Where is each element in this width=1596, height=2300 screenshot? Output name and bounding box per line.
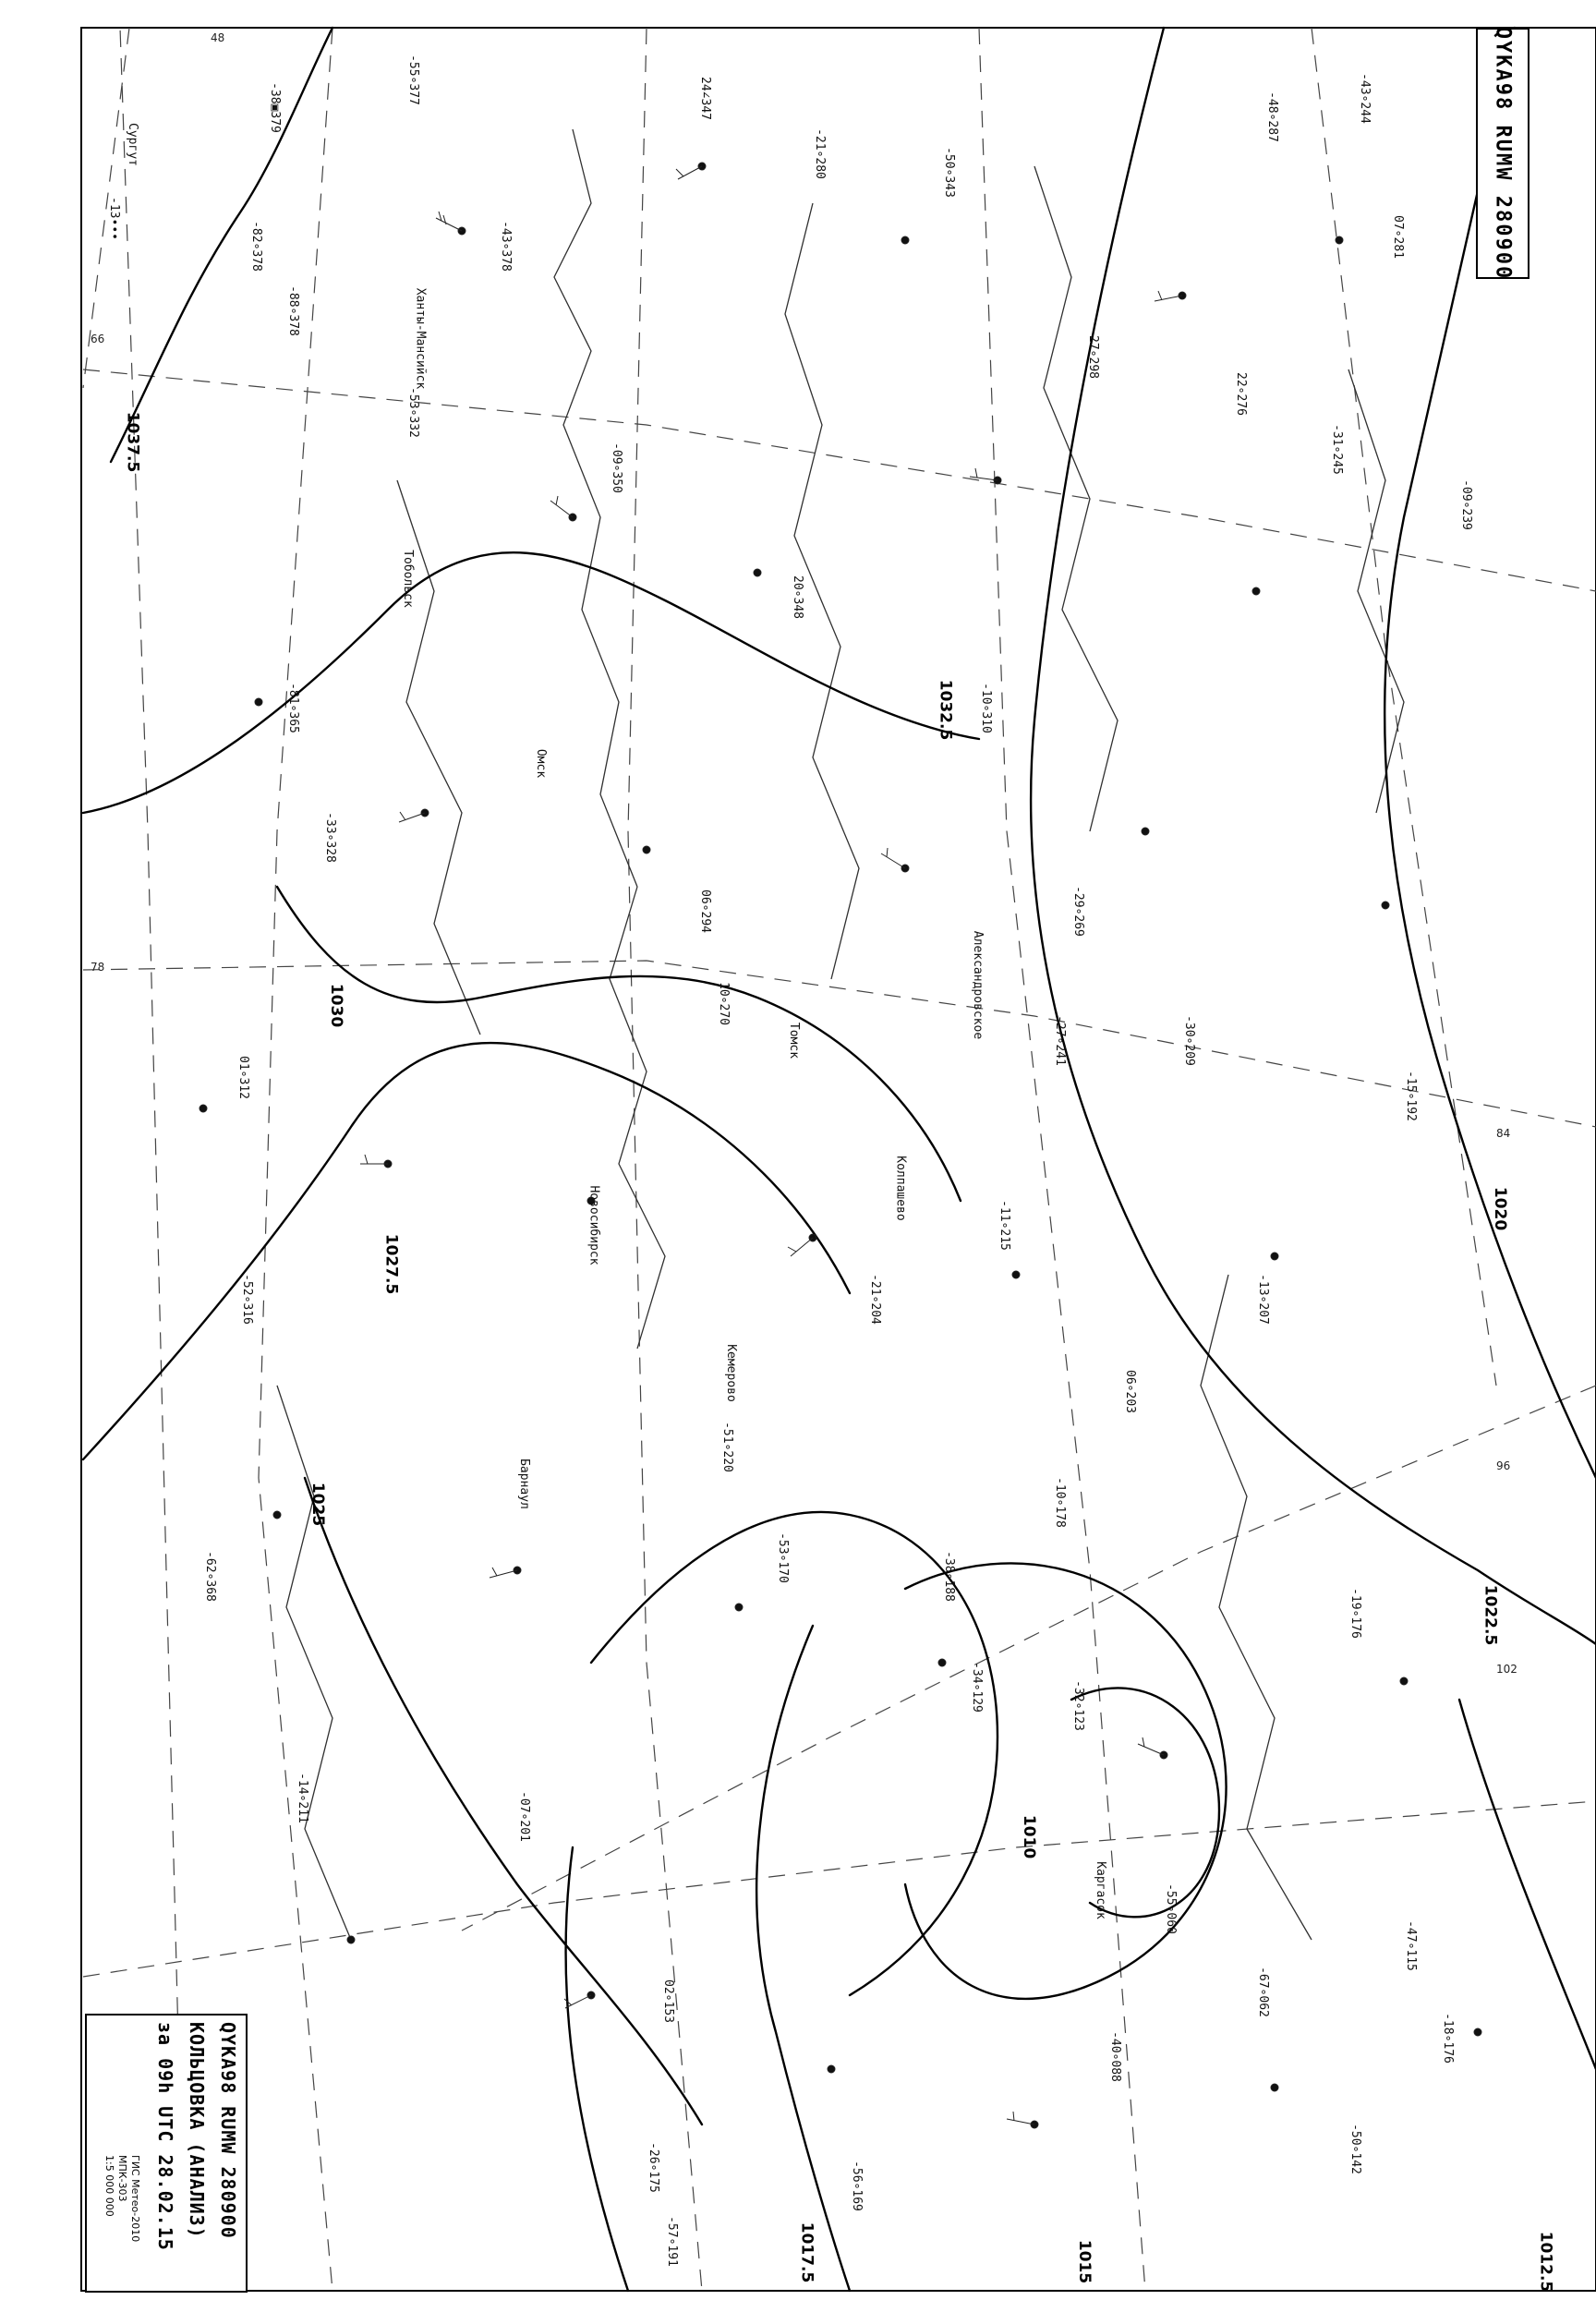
- station-name: Барнаул: [516, 1459, 531, 1509]
- legend-valid-time: за 09h UTC 28.02.15: [154, 2022, 176, 2251]
- station-name: Ханты-Мансийск: [413, 287, 428, 390]
- station-plot: -88∘378: [285, 285, 300, 336]
- coordinate-grid: [83, 28, 1596, 2291]
- chart-code: QYKA98 RUMW 280900: [1491, 26, 1515, 281]
- isobar-label-1032: 1032.5: [936, 679, 955, 741]
- legend-producer: ГИС Метео-2010: [129, 2155, 141, 2243]
- isobar-label-1015: 1015: [1075, 2239, 1094, 2284]
- station-plot: -40∘088: [1107, 2031, 1122, 2082]
- station-plot: -21∘280: [812, 128, 827, 179]
- legend-scale: 1:5 000 000: [103, 2155, 115, 2217]
- station-plot: -07∘201: [516, 1791, 531, 1842]
- station-name: Омск: [534, 748, 549, 779]
- chart-code-box: [1476, 28, 1530, 279]
- station-name: Новосибирск: [586, 1185, 601, 1265]
- isobar-label-1012: 1012.5: [1536, 2231, 1555, 2293]
- station-name: Сургут: [125, 123, 139, 166]
- legend-content: [88, 2016, 245, 2290]
- station-plot: -57∘191: [664, 2216, 679, 2267]
- station-plot: -34∘129: [969, 1662, 984, 1713]
- station-plot: -10∘178: [1052, 1477, 1067, 1528]
- station-plot: 20∘348: [790, 575, 804, 619]
- station-plot: -81∘365: [285, 683, 300, 733]
- station-plot: -82∘378: [248, 221, 263, 272]
- station-plot: 27∘298: [1085, 335, 1100, 379]
- station-plot: -43∘244: [1357, 73, 1372, 124]
- station-plot: -55∘060: [1163, 1883, 1178, 1934]
- station-plot: -47∘115: [1403, 1920, 1418, 1971]
- station-name: Каргасок: [1093, 1861, 1107, 1919]
- station-plot: -53∘170: [775, 1532, 790, 1583]
- station-plot: 10∘270: [716, 982, 731, 1025]
- grid-label: 84: [1496, 1127, 1511, 1140]
- station-plot: -56∘169: [849, 2161, 864, 2211]
- station-plot: -21∘204: [867, 1274, 882, 1325]
- station-plot: -11∘215: [997, 1200, 1011, 1251]
- isobar-label-1030: 1030: [327, 983, 346, 1028]
- station-plot: -18∘176: [1440, 2013, 1455, 2064]
- grid-label: 48: [211, 31, 225, 44]
- isobar-label-1037: 1037.5: [123, 411, 142, 473]
- station-plot: 06∘294: [697, 890, 712, 933]
- station-plot: -43∘378: [498, 221, 513, 272]
- station-plot: -30∘209: [1181, 1015, 1196, 1066]
- station-plot: -51∘220: [719, 1422, 734, 1472]
- legend-box: [85, 2014, 248, 2293]
- station-plot: -13∘207: [1255, 1274, 1270, 1325]
- isobar-label-1027: 1027.5: [381, 1233, 401, 1295]
- station-plot: -13∙∙∙: [106, 197, 121, 240]
- map-frame: [81, 28, 1596, 2291]
- station-plot: -14∘211: [295, 1773, 309, 1823]
- station-plot: -10∘310: [978, 683, 993, 733]
- station-plot: -29∘269: [1070, 886, 1085, 937]
- isobar-label-1022: 1022.5: [1481, 1584, 1500, 1646]
- station-plot: -31∘245: [1329, 424, 1344, 475]
- station-plot: 06∘203: [1122, 1370, 1137, 1413]
- station-plot: -38∘188: [941, 1551, 956, 1602]
- station-plot: 22∘276: [1233, 372, 1248, 416]
- isobar-label-1010: 1010: [1020, 1814, 1039, 1859]
- station-plot: -52∘316: [239, 1274, 254, 1325]
- station-plot: -09∘239: [1458, 479, 1473, 530]
- station-plot: -38▣379: [267, 82, 282, 133]
- station-name: Тобольск: [400, 550, 415, 608]
- station-plot: 02∘153: [660, 1979, 675, 2023]
- station-plot: 01∘312: [236, 1056, 250, 1099]
- station-plot: 24∠347: [697, 77, 712, 120]
- isobar-label-1025: 1025: [308, 1482, 328, 1527]
- station-name: Томск: [787, 1022, 802, 1059]
- grid-label: 78: [91, 961, 105, 974]
- station-name: Кемерово: [723, 1344, 738, 1402]
- station-plot: -26∘175: [646, 2142, 660, 2193]
- isobar-label-1020: 1020: [1491, 1186, 1510, 1231]
- legend-code: QYKA98 RUMW 280900: [217, 2022, 239, 2239]
- station-plot: -27∘241: [1052, 1015, 1067, 1066]
- station-plot: -48∘287: [1264, 91, 1279, 142]
- station-plot: -67∘062: [1255, 1967, 1270, 2017]
- legend-producer-2: МПК-303: [116, 2155, 128, 2202]
- station-name: Колпашево: [893, 1156, 908, 1221]
- station-plot: -19∘176: [1348, 1588, 1362, 1639]
- isobar-label-1017: 1017.5: [797, 2221, 816, 2283]
- station-plot: -50∘142: [1348, 2124, 1362, 2174]
- isobars: [83, 28, 1596, 2291]
- station-plot: -55∘377: [405, 54, 420, 105]
- station-plot: 07∘281: [1390, 215, 1405, 259]
- grid-label: 102: [1496, 1663, 1517, 1676]
- station-plot: -32∘123: [1070, 1680, 1085, 1731]
- station-plot: -50∘343: [941, 147, 956, 198]
- grid-label: 66: [91, 333, 105, 345]
- station-plot: -62∘368: [202, 1551, 217, 1602]
- station-name: Александровское: [971, 930, 985, 1040]
- station-plot: -09∘350: [609, 442, 623, 493]
- station-plot: -15∘192: [1403, 1071, 1418, 1121]
- legend-title: КОЛЬЦОВКА (АНАЛИЗ): [186, 2022, 208, 2239]
- station-plot: -53∘332: [405, 387, 420, 438]
- station-plot: -33∘328: [322, 812, 337, 863]
- grid-label: 96: [1496, 1459, 1511, 1472]
